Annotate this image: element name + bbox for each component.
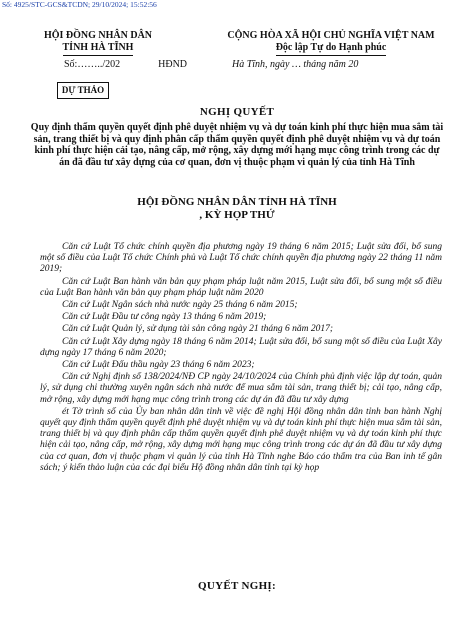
issuer-line-1: HỘI ĐỒNG NHÂN DÂN [43, 30, 153, 41]
decision-heading: QUYẾT NGHỊ: [198, 580, 276, 592]
body-paragraph: Căn cứ Luật Xây dựng ngày 18 tháng 6 năm 2014; Luật sửa đổi, bổ sung một số điều của Luật Xây dựng ngày 17 tháng 6 năm 2020; [40, 336, 442, 358]
document-date: Hà Tĩnh, ngày … tháng năm 20 [232, 59, 359, 70]
body-paragraph: Căn cứ Luật Quản lý, sử dụng tài sản công ngày 21 tháng 6 năm 2017; [62, 324, 334, 335]
council-heading [0, 196, 474, 221]
council-name: HỘI ĐỒNG NHÂN DÂN TỈNH HÀ TĨNH [137, 196, 337, 208]
body-paragraph: Căn cứ Luật Tổ chức chính quyền địa phương ngày 19 tháng 6 năm 2015; Luật sửa đổi, bổ sung một số điều của Luật Tổ chức Chính phủ và Luật Tổ chức chính quyền địa phương ngày 22 tháng 11 năm 2019; [40, 242, 442, 275]
document-stamp: Số: 4925/STC-GCS&TCDN; 29/10/2024; 15:52:56 [2, 0, 157, 9]
document-body [40, 242, 442, 475]
national-name: CỘNG HÒA XÃ HỘI CHỦ NGHĨA VIỆT NAM [227, 30, 435, 41]
document-number-code: HĐND [158, 59, 188, 70]
body-paragraph: Căn cứ Luật Ban hành văn bản quy phạm pháp luật năm 2015, Luật sửa đổi, bổ sung một số điều của Luật Ban hành văn bản quy phạm pháp luật năm 2020 [40, 276, 442, 298]
body-paragraph: Căn cứ Nghị định số 138/2024/NĐ CP ngày 24/10/2024 của Chính phủ định việc lập dự toán, quản lý, sử dụng chi thường xuyên ngân sách nhà nước để mua sắm tài sản, trang thiết bị; cải tạo, nâng cấp, mở rộng, xây dựng mới hạng mục công trình trong các dự án đã đầu tư xây dựng [40, 372, 442, 405]
body-paragraph: ét Tờ trình số của Ủy ban nhân dân tỉnh về việc đề nghị Hội đồng nhân dân tỉnh ban hành Nghị quyết quy định thẩm quyền quyết định phê duyệt nhiệm vụ và dự toán kinh phí thực hiện mua sắm tài sản, trang thiết bị và quy định phân cấp thẩm quyền quyết định phê duyệt nhiệm vụ và dự toán kinh phí thực hiện cải tạo, nâng cấp, mở rộng, xây dựng mới hạng mục công trình trong các dự án đã đầu tư xây dựng của cơ quan, đơn vị thuộc phạm vi quản lý của tỉnh Hà Tĩnh nghe Báo cáo thẩm tra của Ban inh tế gân sách; ý kiến thảo luận của các đại biểu Hộ đồng nhân dân tỉnh tại kỳ họp [40, 406, 442, 473]
national-header [196, 30, 466, 56]
council-session: , KỲ HỌP THỨ [199, 208, 275, 221]
document-subject: Quy định thẩm quyền quyết định phê duyệt nhiệm vụ và dự toán kinh phí thực hiện mua sắm tài sản, trang thiết bị và quy định phân cấp thẩm quyền quyết định phê duyệt nhiệm vụ và dự toán kinh phí thực hiện cải tạo, nâng cấp, mở rộng, xây dựng mới hạng mục công trình trong các dự án đã đầu tư xây dựng của cơ quan, đơn vị thuộc phạm vi quản lý của tỉnh Hà Tĩnh [30, 122, 444, 168]
document-number [64, 59, 187, 70]
body-paragraph: Căn cứ Luật Đấu thầu ngày 23 tháng 6 năm 2023; [62, 360, 255, 371]
issuer-header [18, 30, 178, 56]
body-paragraph: Căn cứ Luật Đầu tư công ngày 13 tháng 6 năm 2019; [62, 312, 267, 323]
draft-box: DỰ THẢO [57, 82, 109, 99]
document-title: NGHỊ QUYẾT [199, 106, 275, 118]
national-motto: Độc lập Tự do Hạnh phúc [276, 42, 387, 56]
issuer-line-2: TỈNH HÀ TĨNH [63, 42, 134, 56]
document-number-prefix: Số:……../202 [64, 59, 121, 70]
body-paragraph: Căn cứ Luật Ngân sách nhà nước ngày 25 tháng 6 năm 2015; [62, 300, 298, 311]
